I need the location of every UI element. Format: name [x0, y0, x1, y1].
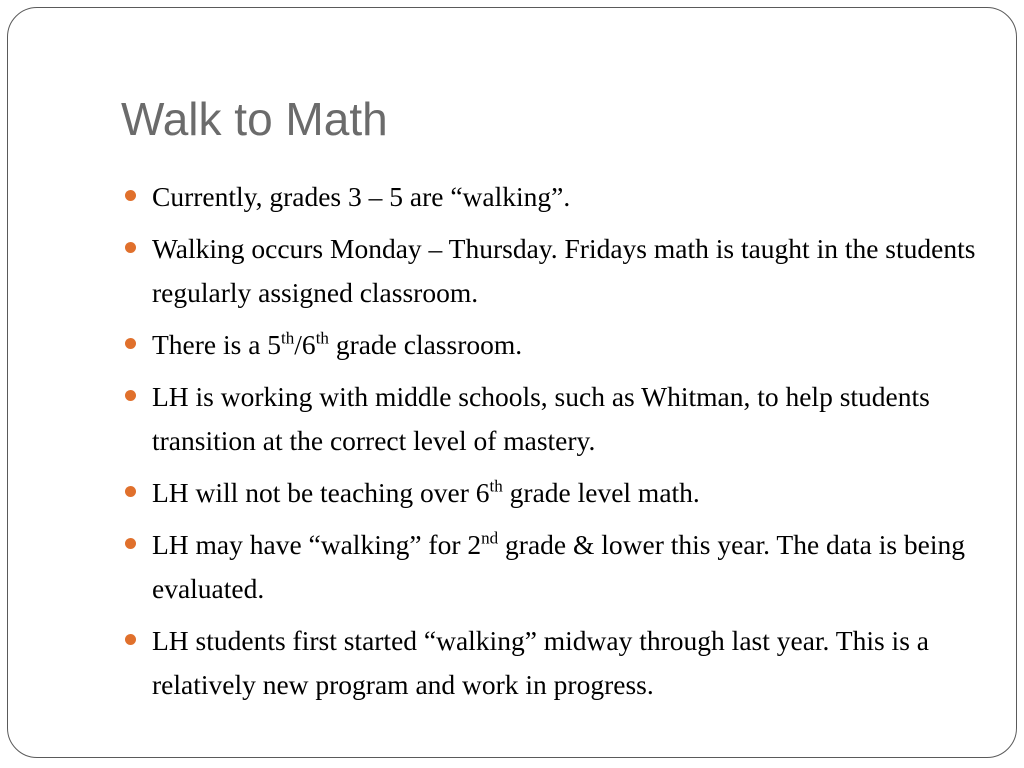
bullet-text: Walking occurs Monday – Thursday. Fridays math is taught in the students regularly assigned classroom. — [152, 233, 976, 308]
bullet-item — [123, 471, 983, 515]
bullet-dot-icon — [125, 242, 136, 253]
superscript: th — [315, 328, 329, 348]
superscript: th — [281, 328, 295, 348]
bullet-dot-icon — [125, 486, 136, 497]
bullet-dot-icon — [125, 338, 136, 349]
bullet-text: LH will not be teaching over 6 — [152, 477, 490, 508]
bullet-text: /6 — [294, 329, 316, 360]
bullet-item — [123, 375, 983, 463]
slide-frame — [7, 7, 1017, 758]
bullet-item — [123, 175, 983, 219]
bullet-text: There is a 5 — [152, 329, 282, 360]
bullet-text: grade classroom. — [328, 329, 523, 360]
bullet-text: LH may have “walking” for 2 — [152, 529, 482, 560]
bullet-list — [123, 175, 983, 715]
bullet-dot-icon — [125, 390, 136, 401]
superscript: nd — [481, 528, 499, 548]
bullet-item — [123, 523, 983, 611]
bullet-item — [123, 227, 983, 315]
bullet-text: grade level math. — [502, 477, 700, 508]
bullet-item — [123, 619, 983, 707]
bullet-text: Currently, grades 3 – 5 are “walking”. — [152, 181, 571, 212]
bullet-item — [123, 323, 983, 367]
slide-title: Walk to Math — [121, 93, 388, 145]
superscript: th — [489, 476, 503, 496]
bullet-text: grade & lower this year. The data is being evaluated. — [152, 529, 966, 604]
bullet-dot-icon — [125, 538, 136, 549]
bullet-text: LH is working with middle schools, such as Whitman, to help students transition at the correct level of mastery. — [152, 381, 930, 456]
bullet-dot-icon — [125, 634, 136, 645]
bullet-text: LH students first started “walking” midway through last year. This is a relatively new program and work in progress. — [152, 625, 929, 700]
bullet-dot-icon — [125, 190, 136, 201]
